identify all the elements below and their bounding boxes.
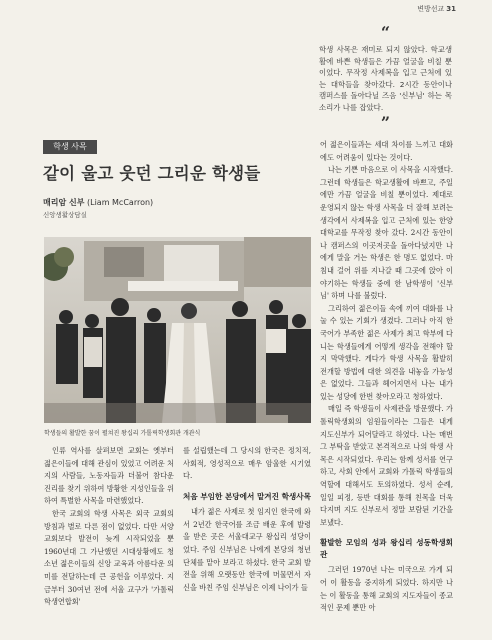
author-name: 매리암 신부 <box>43 198 85 207</box>
paragraph: 내가 젊은 사제로 첫 임지인 한국에 와서 2년간 한국어를 조금 배운 후에 발령을 받은 곳은 서울대교구 왕십리 성당이었다. 주임 신부님은 나에게 본당의 청년 단체를 맡아 보라고 하셨다. 한국 교회 발전을 위해 오랫동안 한국에 머물면서 자신을 바친 주임 신부님은 이제 나이가 들 <box>183 507 311 592</box>
paragraph: 한국 교회의 학생 사목은 외국 교회의 방침과 별로 다른 점이 없었다. 다만 서양 교회보다 발전이 늦게 시작되었을 뿐 1960년대 그 가난했던 시대상황에도 청소년 젊은이들의 신앙 교육과 아름다운 의미를 전달하는데 큰 공헌을 이루었다. 지금부터 30여년 전에 서울 교구가 '가톨릭학생연합회' <box>44 508 174 607</box>
page-header <box>417 4 456 14</box>
paragraph: 그러던 1970년 나는 미국으로 가게 되어 이 활동을 중지하게 되었다. 하지만 나는 이 활동을 통해 교회의 지도자들이 종교적인 문제 뿐만 아 <box>320 565 453 613</box>
article-column-left <box>44 445 174 609</box>
author-affiliation: 신앙생활상담실 <box>43 211 87 219</box>
pull-quote-text: 학생 사목은 재미로 되지 않았다. 학교생활에 바쁜 학생들은 가끔 얼굴을 비칠 뿐이었다. 무작정 사제복을 입고 근처에 있는 대학들을 찾아갔다. 2시간 동안이나 캠퍼스를 돌아다닐 즈음 '신부님' 하는 목소리가 나를 잡았다. <box>319 45 452 112</box>
paragraph: 인류 역사를 살펴보면 교회는 옛부터 젊은이들에 대해 관심이 있었고 어려운 처지의 사람들, 노동자들과 더불어 참다운 진리를 찾기 위하여 방황한 지성인들을 위하여 특별한 사목을 마련했었다. <box>44 446 174 506</box>
paragraph: 그리하여 젊은이들 속에 끼여 대화를 나눌 수 있는 기회가 생겼다. 그러나 아직 한국어가 부족한 젊은 사제가 최고 학부에 다니는 학생들에게 어떻게 생각을 전해야 할지 막막했다. 게다가 학생 사목을 활발히 전개할 방법에 대한 의견을 내놓을 가능성은 없었다. 그들과 헤어지면서 나는 내가 있는 성당에 한번 찾아오라고 청하였다. <box>320 303 453 401</box>
paragraph: 나는 기쁜 마음으로 이 사목을 시작했다. 그런데 학생들은 학교생활에 바쁘고, 주일에만 가끔 얼굴을 비칠 뿐이었다. 제대로 운영되지 않는 학생 사목을 더 잘해 보려는 생각에서 사제복을 입고 근처에 있는 한양 대학교를 무작정 찾아 갔다. 2시간 동안이나 캠퍼스의 이곳저곳을 돌아다녔지만 나에게 말을 거는 학생은 한 명도 없었다. 마침내 걸어 위를 지나갈 때 그곳에 앉아 이야기하는 학생들 중에 한 남학생이 '신부님' 하며 나를 불렀다. <box>320 165 453 301</box>
header-section: 변방선교 <box>417 5 445 13</box>
close-quote-icon: ” <box>380 112 391 132</box>
open-quote-icon: “ <box>380 23 391 42</box>
paragraph: 어 젊은이들과는 세대 차이를 느끼고 대화에도 어려움이 있다는 것이다. <box>320 140 453 162</box>
ceremony-photo-image <box>44 237 311 423</box>
author-line <box>43 197 153 208</box>
paragraph: 매일 즉 학생들이 사제관을 방문했다. 가톨릭학생회의 임원들이라는 그들은 내게 지도신부가 되어달라고 하였다. 나는 매번 그 부탁을 받았고 본격적으로 나의 학생 사목은 시작되었다. 우리는 함께 성서를 연구하고, 사회 안에서 교회와 가톨릭 학생들의 역할에 대해서도 토의하였다. 성서 순례, 일일 피정, 등반 대회를 통해 친목을 더욱 다지며 지도 신부로서 정말 보람된 기간을 보냈다. <box>320 404 453 527</box>
article-title: 같이 울고 웃던 그리운 학생들 <box>43 164 261 183</box>
category-badge: 학생 사목 <box>43 140 97 154</box>
article-column-middle <box>183 445 311 594</box>
author-name-en: (Liam McCarron) <box>86 198 154 207</box>
page-number: 31 <box>446 5 456 13</box>
section-subhead: 활발한 모임의 성과 왕십리 성동학생회관 <box>320 538 453 559</box>
photo-caption: 학생들의 활발한 꿈이 펼쳐진 왕십리 가톨릭학생회관 개관식 <box>44 430 201 437</box>
article-photo <box>44 237 311 423</box>
paragraph: 를 설립했는데 그 당시의 한국은 정치적, 사회적, 영성적으로 매우 암울한 시기였다. <box>183 446 311 481</box>
pull-quote <box>319 23 452 132</box>
section-subhead: 처음 부임한 본당에서 맡겨진 학생사목 <box>183 491 311 501</box>
article-column-right <box>320 139 453 615</box>
